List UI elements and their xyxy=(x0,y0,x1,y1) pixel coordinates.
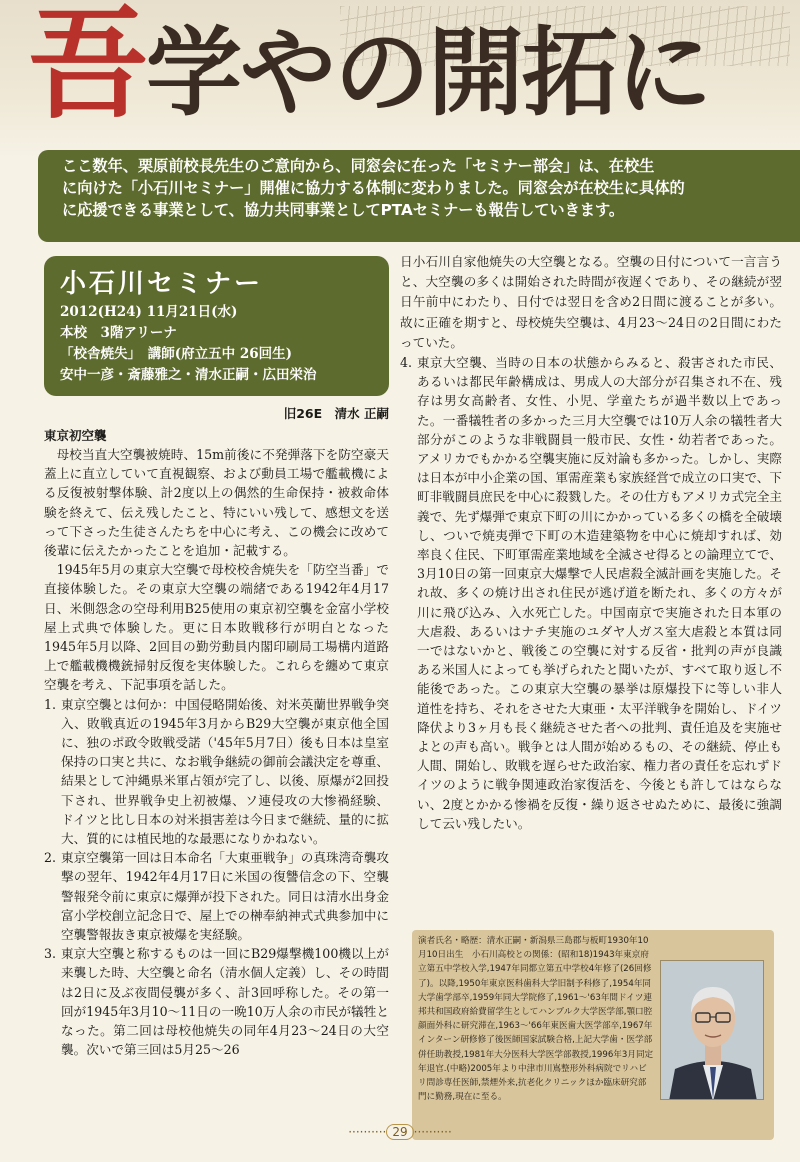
list-item xyxy=(44,848,389,944)
seminar-venue: 本校 3階アリーナ xyxy=(60,325,177,341)
page-title xyxy=(28,0,710,135)
left-column xyxy=(44,256,389,1060)
item-number: 1. xyxy=(44,696,57,712)
intro-line: ここ数年、栗原前校長先生のご意向から、同窓会に在った「セミナー部会」は、在校生 xyxy=(62,157,655,175)
portrait-image xyxy=(661,961,764,1100)
speaker-photo xyxy=(660,960,764,1100)
continued-paragraph: 日小石川自家他焼失の大空襲となる。空襲の日付について一言言うと、大空襲の多くは開始された時間が夜遅くであり、その継続が翌日午前中にわたり、日付では翌日を含め2日間に渡ることが多い。故に正確を期すと、母校焼失空襲は、4月23～24日の2日間にわたっていた。 xyxy=(400,254,782,350)
item-text: 東京空襲とは何か：中国侵略開始後、対米英蘭世界戦争突入、敗戦真近の1945年3月からB29大空襲が東京他全国に、独のポ政令敗戦受諾（'45年5月7日）後も日本は皇室保持の口実と共に、なお戦争継続の御前会議決定を尊重、結果として沖縄県米軍占領が完了し、以後、原爆が2回投下され、世界戦争史上初被爆、ソ連侵攻の大惨禍経験、ドイツと比し日本の対米損害差は今日まで継続、量的に拡大、質的には植民地的な最悪になりかねない。 xyxy=(61,696,389,847)
seminar-speakers: 安中一彦・斎藤雅之・清水正嗣・広田栄治 xyxy=(60,367,317,383)
seminar-box xyxy=(44,256,389,396)
list-item xyxy=(44,695,389,849)
item-number: 2. xyxy=(44,850,57,866)
intro-line: に応援できる事業として、協力共同事業としてPTAセミナーも報告していきます。 xyxy=(62,201,625,219)
seminar-topic: 「校舎焼失」 講師(府立五中 26回生) xyxy=(60,346,293,362)
intro-box xyxy=(38,150,800,242)
page-number-badge: 29 xyxy=(386,1124,413,1140)
page-number: ·········· 29 ·········· xyxy=(348,1125,452,1139)
speaker-profile xyxy=(412,930,774,1140)
seminar-date: 2012(H24) 11月21日(水) xyxy=(60,304,238,320)
numbered-list xyxy=(400,353,782,833)
item-text: 東京大空襲と称するものは一回にB29爆撃機100機以上が来襲した時、大空襲と命名（清水個人定義）し、その時間は2日に及ぶ夜間侵襲が多く、計3回呼称した。その第一回が1945年3月10～11日の一晩10万人余の市民が犠牲となった。第二回は母校他焼失の同年4月23～24日の大空襲。次いで第三回は5月25～26 xyxy=(61,946,389,1058)
item-number: 4. xyxy=(400,355,413,371)
title-rest: 学やの開拓に xyxy=(146,16,710,129)
list-item xyxy=(400,353,782,833)
item-text: 東京大空襲、当時の日本の状態からみると、殺害された市民、あるいは都民年齢構成は、男成人の大部分が召集され不在、残存は男女高齢者、女性、小児、学童たちが過半数以上であった。一番犠牲者の多かった三月大空襲では10万人余の犠牲者大部分がこのような非戦闘員一般市民、女性・幼若者であった。アメリカでもかかる空襲実施に反対論も多かった。しかし、実際は日本が中小企業の国、軍需産業も家族経営で成立の口実で、下町非戦闘員庶民を中心に殺戮した。その仕方もアメリカ式完全主義で、先ず爆弾で東京下町の川にかかっている多くの橋を全破壊し、ついで焼夷弾で下町の木造建築物を中心に焼却すれば、効率良く住民、下町軍需産業地域を全滅させ得るとの論理立てで、3月10日の第一回東京大爆撃で人民虐殺全滅計画を実施した。それ故、多くの焼け出され住民が逃げ道を断たれ、多くの方々が川に飛び込み、入水死亡した。中国南京で実施された日本軍の大虐殺、あるいはナチ実施のユダヤ人ガス室大虐殺と本質は同一ではないかと、戦後この空襲に対する反省・批判の声が良識ある米国人によっても挙げられたと聞いたが、すべて取り返し不能後であった。この東京大空襲の暴挙は原爆投下に等しい非人道性を持ち、それをさせた大東亜・太平洋戦争を開始し、ドイツ降伏より3ヶ月も長く継続させた者への批判、責任追及を実施せよとの声も高い。戦争とは人間が始めるもの、その継続、停止も人間、開始し、敗戦を遅らせた政治家、権力者の責任を忘れずドイツのように戦争関連政治家復活を、今後とも許してはならない、2度とかかる惨禍を反復・繰り返させぬために、最後に強調して云い残したい。 xyxy=(417,355,782,831)
body-paragraph: 1945年5月の東京大空襲で母校校舎焼失を「防空当番」で直接体験した。その東京大空襲の端緒である1942年4月17日、米側怨念の空母利用B25使用の東京初空襲を金富小学校屋上式典で体験した。更に日本敗戦移行が明白となった1945年5月以降、2回目の勤労動員内閣印刷局工場構内道路上で艦載機機銃掃射反復を実体験した。これらを纏めて東京空襲を考え、下記事項を話した。 xyxy=(44,562,389,693)
right-column xyxy=(400,252,782,833)
intro-line: に向けた「小石川セミナー」開催に協力する体制に変わりました。同窓会が在校生に具体的 xyxy=(62,179,685,197)
author-byline: 旧26E 清水 正嗣 xyxy=(283,406,389,421)
item-number: 3. xyxy=(44,946,57,962)
numbered-list xyxy=(44,695,389,1060)
list-item xyxy=(44,944,389,1059)
section-heading: 東京初空襲 xyxy=(44,428,107,443)
body-paragraph: 母校当直大空襲被焼時、15m前後に不発弾落下を防空豪天蓋上に直立していて直視観察、および動員工場で艦載機による反復被射撃体験、計2度以上の偶然的生命保持・被救命体験を終えて、伝え残したこと、特にいい残して、感想文を送って下さった生徒さんたちを中心に考え、この機会に改めて後輩に伝えたかったことを追加・記載する。 xyxy=(44,447,389,559)
item-text: 東京空襲第一回は日本命名「大東亜戦争」の真珠湾奇襲攻撃の翌年、1942年4月17日に米国の復讐信念の下、空襲警報発令前に東京に爆弾が投下された。同日は清水出身金富小学校創立記念日で、屋上での榊奉納神式式典参加中に空襲警報抜き東京被爆を実経験。 xyxy=(61,850,389,943)
seminar-title: 小石川セミナー xyxy=(60,269,264,299)
profile-text: 演者氏名・略歴：清水正嗣・新潟県三島郡与板町1930年10月10日出生 小石川高校との関係：(昭和18)1943年東京府立第五中学校入学,1947年同都立第五中学校4年修了(26回修了)。以降,1950年東京医科歯科大学旧制予科修了,1954年同大学歯学部卒,1959年同大学院修了,1961～'63年間ドイツ連邦共和国政府給費留学生としてハンブルク大学医学部,顎口腔顔面外科に研究滞在,1963～'66年東医歯大医学部卒,1967年インターン研修修了後医師国家試験合格,上記大学歯・医学部併任助教授,1981年大分医科大学医学部教授,1996年3月同定年退官.(中略)2005年より中津市川嶌整形外科病院でリハビリ問診専任医師,禁煙外来,抗老化クリニックほか臨床研究部門に勤務,現在に至る。 xyxy=(418,936,654,1103)
title-red-char: 吾 xyxy=(28,0,146,135)
